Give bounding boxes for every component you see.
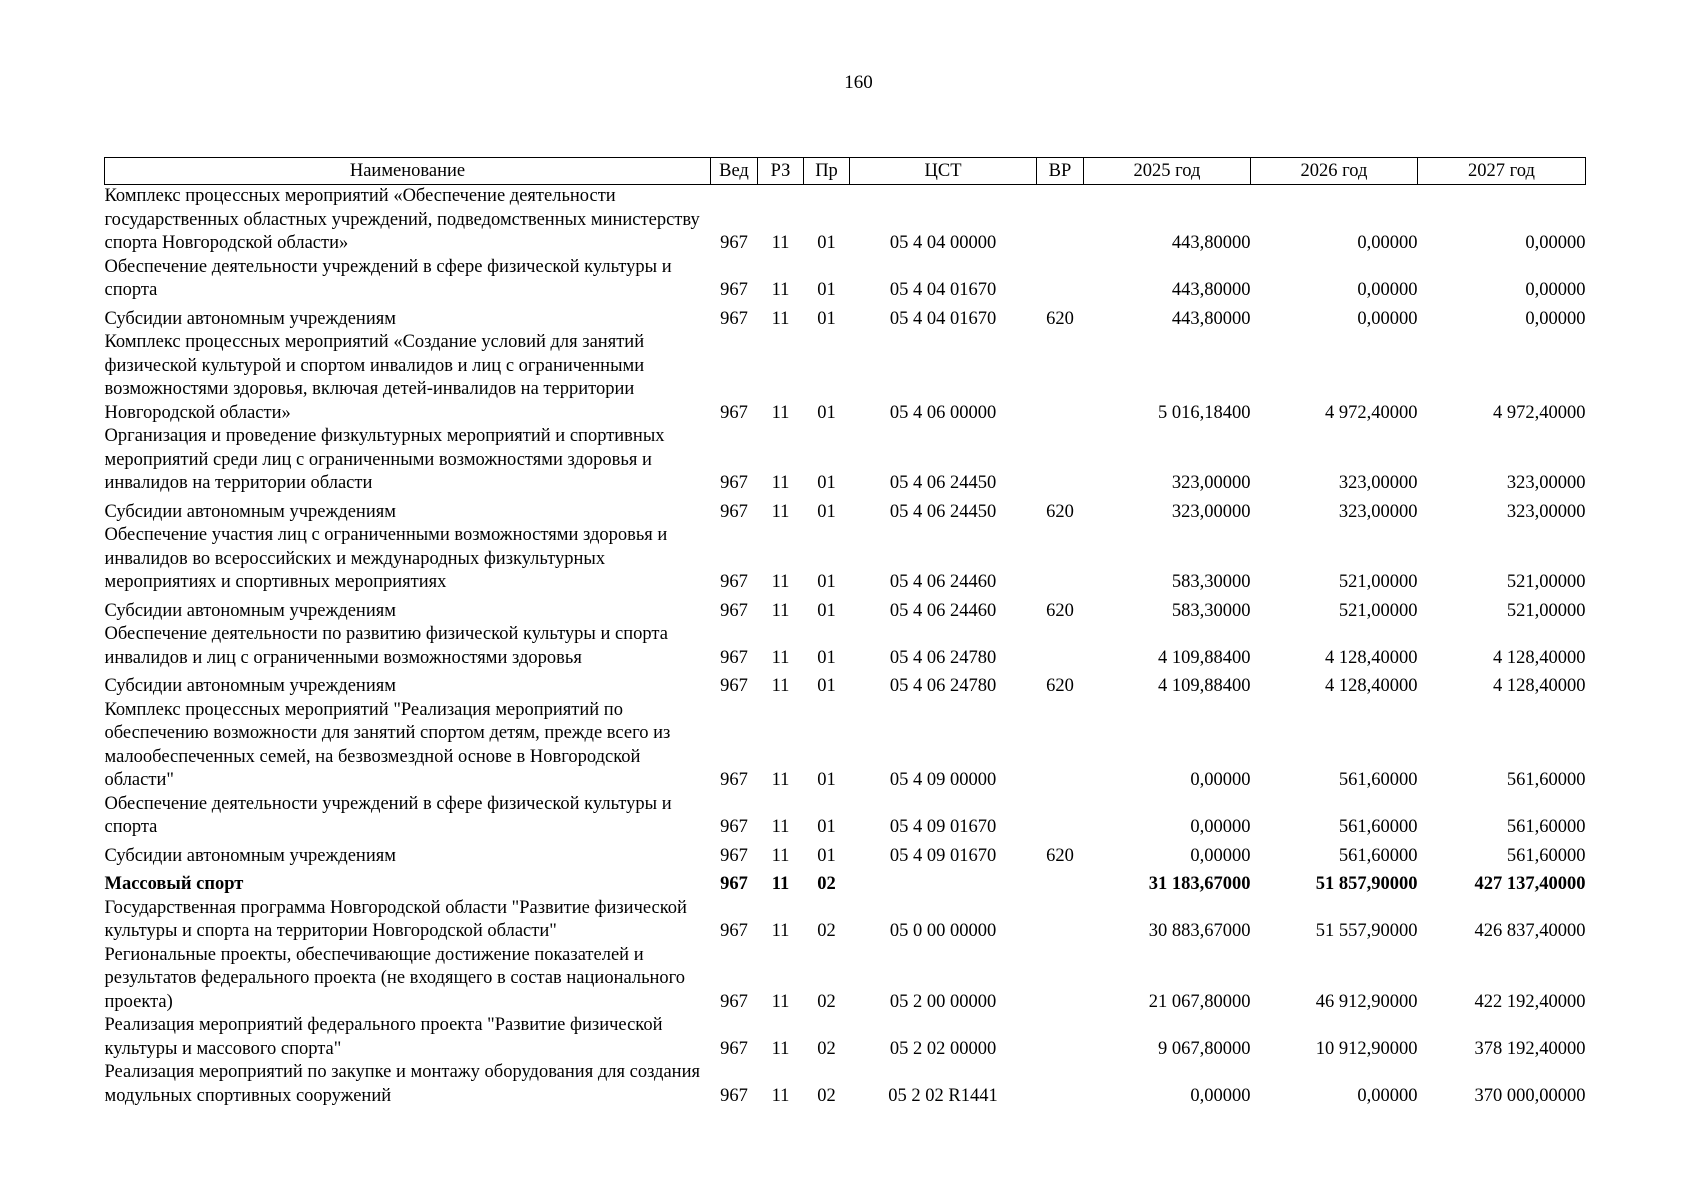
cell-2025: 323,00000	[1171, 501, 1251, 522]
cell-name: Государственная программа Новгородской области "Развитие физической культуры и спорта на территории Новгородской области"	[104, 897, 687, 941]
cell-cst: 05 4 06 24780	[889, 676, 997, 696]
cell-vr	[1037, 256, 1084, 303]
cell-2026: 0,00000	[1357, 233, 1418, 253]
cell-ved: 967	[720, 600, 748, 621]
page-number: 160	[844, 72, 873, 93]
cell-pr: 01	[817, 473, 836, 493]
cell-2027: 4 972,40000	[1493, 402, 1586, 423]
cell-2026: 561,60000	[1338, 845, 1418, 866]
cell-cst: 05 2 02 R1441	[888, 1085, 998, 1106]
cell-vr	[1037, 331, 1084, 425]
cell-rz: 11	[771, 501, 790, 522]
cell-pr: 01	[817, 501, 836, 522]
cell-2026: 521,00000	[1338, 572, 1418, 592]
cell-name: Субсидии автономным учреждениям	[104, 600, 396, 621]
cell-rz: 11	[771, 1038, 790, 1059]
cell-name: Субсидии автономным учреждениям	[104, 501, 396, 522]
cell-cst: 05 4 04 00000	[889, 233, 997, 253]
cell-vr	[1037, 524, 1084, 595]
cell-cst: 05 4 06 00000	[889, 402, 997, 423]
table-row	[105, 944, 1586, 1015]
cell-name: Субсидии автономным учреждениям	[104, 845, 396, 866]
header-ved: Вед	[711, 158, 758, 185]
cell-2025: 323,00000	[1171, 473, 1251, 493]
cell-2027: 561,60000	[1506, 817, 1586, 837]
cell-2026: 4 128,40000	[1325, 647, 1418, 668]
cell-2025: 30 883,67000	[1148, 921, 1251, 941]
cell-name: Массовый спорт	[104, 874, 244, 894]
table-row	[105, 623, 1586, 670]
cell-2025: 443,80000	[1171, 280, 1251, 300]
cell-2025: 9 067,80000	[1158, 1038, 1251, 1059]
cell-pr: 01	[817, 402, 836, 423]
cell-2027: 323,00000	[1506, 501, 1586, 522]
cell-2025: 21 067,80000	[1148, 991, 1251, 1012]
cell-2026: 561,60000	[1338, 770, 1418, 790]
table-row	[105, 425, 1586, 496]
cell-rz: 11	[771, 845, 790, 866]
cell-cst: 05 4 06 24460	[889, 600, 997, 621]
cell-2025: 5 016,18400	[1158, 402, 1251, 423]
cell-pr: 02	[817, 874, 836, 894]
budget-table	[104, 157, 1586, 1108]
cell-vr	[1037, 623, 1084, 670]
cell-ved: 967	[720, 308, 748, 329]
cell-vr	[1037, 868, 1084, 897]
cell-name: Обеспечение деятельности по развитию физической культуры и спорта инвалидов и лиц с ограниченными возможностями здоровья	[104, 624, 668, 668]
cell-pr: 01	[817, 845, 836, 866]
cell-cst: 05 2 00 00000	[889, 991, 997, 1012]
cell-2025: 583,30000	[1171, 572, 1251, 592]
cell-rz: 11	[771, 991, 790, 1012]
cell-rz: 11	[771, 647, 790, 668]
cell-name: Реализация мероприятий по закупке и монтажу оборудования для создания модульных спортивных сооружений	[104, 1062, 700, 1106]
cell-ved: 967	[720, 473, 748, 493]
header-2027: 2027 год	[1418, 158, 1586, 185]
table-row	[105, 331, 1586, 425]
cell-rz: 11	[771, 921, 790, 941]
cell-2025: 0,00000	[1190, 817, 1251, 837]
cell-2025: 4 109,88400	[1158, 676, 1251, 696]
cell-ved: 967	[720, 647, 748, 668]
table-row	[105, 699, 1586, 793]
header-2026: 2026 год	[1251, 158, 1418, 185]
cell-rz: 11	[771, 817, 790, 837]
cell-2026: 521,00000	[1338, 600, 1418, 621]
header-name: Наименование	[105, 158, 711, 185]
table-header-row	[105, 158, 1586, 185]
table-row	[105, 496, 1586, 525]
cell-ved: 967	[720, 991, 748, 1012]
cell-vr	[1037, 944, 1084, 1015]
cell-name: Обеспечение участия лиц с ограниченными возможностями здоровья и инвалидов во всероссийских и международных физкультурных мероприятиях и спортивных мероприятиях	[104, 525, 668, 592]
cell-vr	[1037, 1061, 1084, 1108]
cell-ved: 967	[720, 402, 748, 423]
cell-2027: 426 837,40000	[1474, 921, 1586, 941]
cell-cst: 05 4 06 24460	[889, 572, 997, 592]
header-vr: ВР	[1037, 158, 1084, 185]
cell-cst: 05 4 06 24780	[889, 647, 997, 668]
cell-2027: 0,00000	[1525, 233, 1586, 253]
cell-2026: 46 912,90000	[1315, 991, 1418, 1012]
cell-name: Организация и проведение физкультурных мероприятий и спортивных мероприятий среди лиц с ограниченными возможностями здоровья и инвалидов на территории области	[104, 426, 665, 493]
cell-name: Субсидии автономным учреждениям	[104, 676, 396, 696]
cell-2025: 0,00000	[1190, 845, 1251, 866]
cell-2026: 51 857,90000	[1315, 874, 1418, 894]
header-pr: Пр	[804, 158, 850, 185]
cell-rz: 11	[771, 874, 790, 894]
cell-name: Обеспечение деятельности учреждений в сфере физической культуры и спорта	[104, 793, 672, 837]
cell-vr	[1037, 185, 1084, 256]
cell-2025: 443,80000	[1171, 233, 1251, 253]
cell-cst: 05 4 09 00000	[889, 770, 997, 790]
table-row	[105, 256, 1586, 303]
cell-ved: 967	[720, 501, 748, 522]
cell-name: Комплекс процессных мероприятий "Реализация мероприятий по обеспечению возможности для занятий спортом детям, прежде всего из малообеспеченных семей, на безвозмездной основе в Новгородской области"	[104, 699, 671, 790]
header-rz: РЗ	[758, 158, 804, 185]
cell-rz: 11	[771, 280, 790, 300]
cell-vr	[1037, 699, 1084, 793]
cell-2027: 0,00000	[1525, 308, 1586, 329]
cell-ved: 967	[720, 233, 748, 253]
cell-vr: 620	[1046, 600, 1074, 621]
cell-2025: 443,80000	[1171, 308, 1251, 329]
cell-2027: 370 000,00000	[1474, 1085, 1586, 1106]
cell-pr: 01	[817, 770, 836, 790]
cell-cst: 05 2 02 00000	[889, 1038, 997, 1059]
cell-2026: 4 128,40000	[1325, 676, 1418, 696]
cell-vr: 620	[1046, 676, 1074, 696]
cell-ved: 967	[720, 845, 748, 866]
cell-2026: 4 972,40000	[1325, 402, 1418, 423]
cell-2025: 4 109,88400	[1158, 647, 1251, 668]
cell-pr: 01	[817, 676, 836, 696]
cell-ved: 967	[720, 1085, 748, 1106]
cell-rz: 11	[771, 308, 790, 329]
cell-pr: 02	[817, 921, 836, 941]
table-row	[105, 1061, 1586, 1108]
cell-2026: 0,00000	[1357, 308, 1418, 329]
cell-name: Комплекс процессных мероприятий «Создание условий для занятий физической культурой и спортом инвалидов и лиц с ограниченными возможностями здоровья, включая детей-инвалидов на территории Новгородской области»	[104, 332, 645, 423]
cell-vr	[1037, 897, 1084, 944]
cell-2026: 323,00000	[1338, 501, 1418, 522]
cell-pr: 02	[817, 1038, 836, 1059]
cell-ved: 967	[720, 817, 748, 837]
cell-ved: 967	[720, 770, 748, 790]
cell-pr: 01	[817, 572, 836, 592]
cell-2026: 0,00000	[1357, 280, 1418, 300]
cell-2027: 323,00000	[1506, 473, 1586, 493]
table-row	[105, 793, 1586, 840]
cell-name: Региональные проекты, обеспечивающие достижение показателей и результатов федерального проекта (не входящего в состав национального проекта)	[104, 944, 686, 1012]
cell-pr: 01	[817, 817, 836, 837]
header-cst: ЦСТ	[850, 158, 1037, 185]
cell-rz: 11	[771, 402, 790, 423]
cell-ved: 967	[720, 921, 748, 941]
table-body	[105, 185, 1586, 1109]
cell-2027: 4 128,40000	[1493, 647, 1586, 668]
cell-cst: 05 0 00 00000	[889, 921, 997, 941]
cell-rz: 11	[771, 770, 790, 790]
cell-vr: 620	[1046, 501, 1074, 522]
cell-name: Комплекс процессных мероприятий «Обеспечение деятельности государственных областных учреждений, подведомственных министерству спорта Новгородской области»	[104, 186, 700, 253]
cell-cst: 05 4 09 01670	[889, 817, 997, 837]
cell-rz: 11	[771, 233, 790, 253]
cell-2027: 4 128,40000	[1493, 676, 1586, 696]
cell-2025: 0,00000	[1190, 1085, 1251, 1106]
cell-ved: 967	[720, 572, 748, 592]
cell-pr: 01	[817, 280, 836, 300]
cell-rz: 11	[771, 676, 790, 696]
cell-2027: 561,60000	[1506, 770, 1586, 790]
cell-2025: 583,30000	[1171, 600, 1251, 621]
cell-cst: 05 4 06 24450	[889, 473, 997, 493]
table-row	[105, 524, 1586, 595]
table-row	[105, 303, 1586, 332]
cell-rz: 11	[771, 600, 790, 621]
cell-vr: 620	[1046, 308, 1074, 329]
cell-2026: 561,60000	[1338, 817, 1418, 837]
cell-2027: 0,00000	[1525, 280, 1586, 300]
table-row	[105, 670, 1586, 699]
header-2025: 2025 год	[1084, 158, 1251, 185]
cell-2027: 561,60000	[1506, 845, 1586, 866]
cell-pr: 01	[817, 647, 836, 668]
cell-rz: 11	[771, 473, 790, 493]
cell-2026: 10 912,90000	[1315, 1038, 1418, 1059]
cell-ved: 967	[720, 1038, 748, 1059]
cell-pr: 01	[817, 233, 836, 253]
cell-cst: 05 4 06 24450	[889, 501, 997, 522]
table-row	[105, 868, 1586, 897]
cell-2026: 0,00000	[1357, 1085, 1418, 1106]
cell-vr	[1037, 1014, 1084, 1061]
cell-name: Обеспечение деятельности учреждений в сфере физической культуры и спорта	[104, 256, 672, 300]
cell-cst: 05 4 04 01670	[889, 280, 997, 300]
cell-2027: 427 137,40000	[1474, 874, 1586, 894]
cell-cst: 05 4 09 01670	[889, 845, 997, 866]
cell-cst	[850, 868, 1037, 897]
table-row	[105, 185, 1586, 256]
cell-pr: 01	[817, 308, 836, 329]
cell-cst: 05 4 04 01670	[889, 308, 997, 329]
table-row	[105, 897, 1586, 944]
cell-vr	[1037, 793, 1084, 840]
cell-2025: 0,00000	[1190, 770, 1251, 790]
cell-ved: 967	[720, 874, 748, 894]
cell-pr: 02	[817, 991, 836, 1012]
cell-ved: 967	[720, 280, 748, 300]
cell-pr: 01	[817, 600, 836, 621]
cell-2026: 51 557,90000	[1315, 921, 1418, 941]
cell-2026: 323,00000	[1338, 473, 1418, 493]
cell-rz: 11	[771, 1085, 790, 1106]
cell-pr: 02	[817, 1085, 836, 1106]
cell-name: Реализация мероприятий федерального проекта "Развитие физической культуры и массового спорта"	[104, 1015, 663, 1059]
cell-vr: 620	[1046, 845, 1074, 866]
cell-name: Субсидии автономным учреждениям	[104, 308, 396, 329]
cell-vr	[1037, 425, 1084, 496]
cell-ved: 967	[720, 676, 748, 696]
cell-rz: 11	[771, 572, 790, 592]
cell-2027: 521,00000	[1506, 600, 1586, 621]
cell-2027: 521,00000	[1506, 572, 1586, 592]
cell-2025: 31 183,67000	[1148, 874, 1251, 894]
table-row	[105, 595, 1586, 624]
cell-2027: 378 192,40000	[1474, 1038, 1586, 1059]
table-row	[105, 1014, 1586, 1061]
cell-2027: 422 192,40000	[1474, 991, 1586, 1012]
table-row	[105, 840, 1586, 869]
